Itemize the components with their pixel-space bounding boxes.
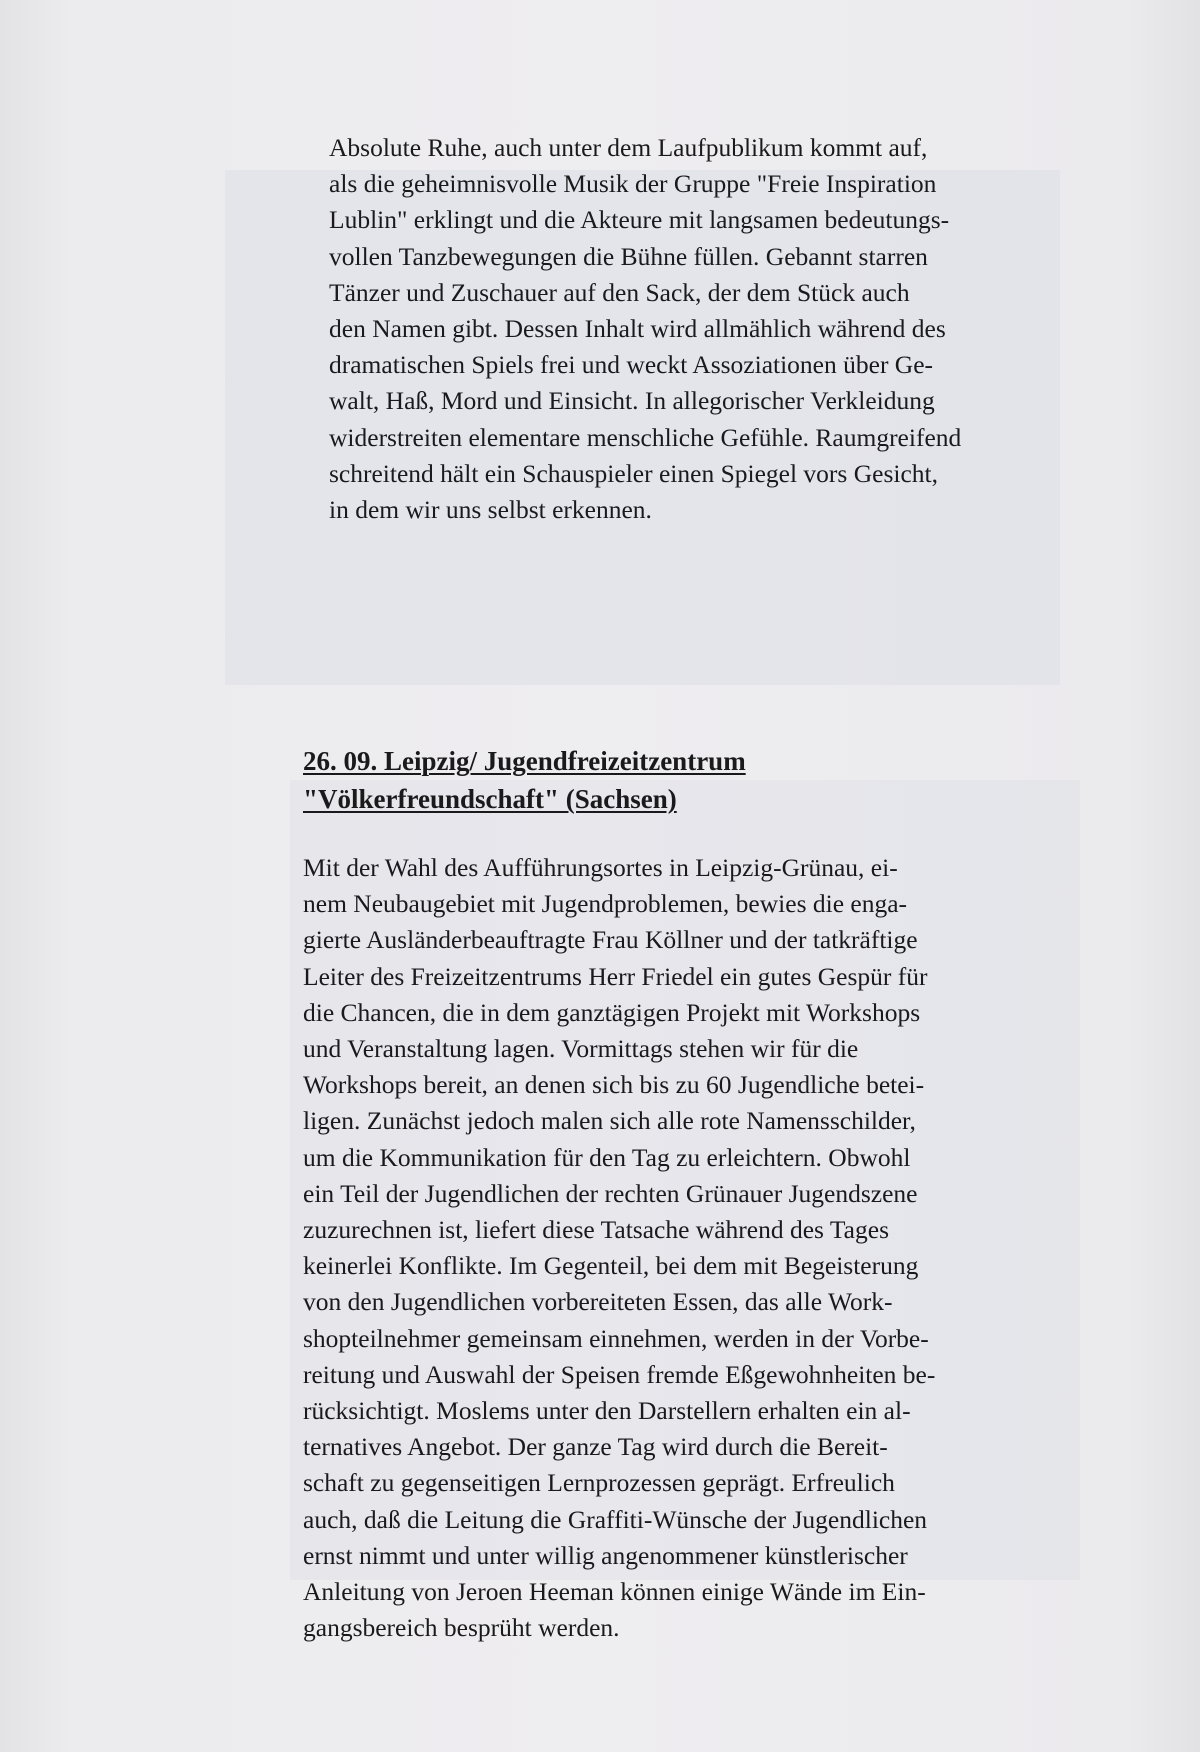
text-line: als die geheimnisvolle Musik der Gruppe "Freie Inspiration <box>329 169 937 199</box>
text-line: reitung und Auswahl der Speisen fremde Eßgewohnheiten be- <box>303 1359 936 1389</box>
text-line: gangsbereich besprüht werden. <box>303 1613 620 1643</box>
text-line: von den Jugendlichen vorbereiteten Essen, das alle Work- <box>303 1287 893 1317</box>
text-line: Tänzer und Zuschauer auf den Sack, der dem Stück auch <box>329 277 910 307</box>
text-line: ligen. Zunächst jedoch malen sich alle rote Namensschilder, <box>303 1106 916 1136</box>
text-line: schaft zu gegenseitigen Lernprozessen geprägt. Erfreulich <box>303 1468 895 1498</box>
text-line: um die Kommunikation für den Tag zu erleichtern. Obwohl <box>303 1142 911 1172</box>
text-line: den Namen gibt. Dessen Inhalt wird allmählich während des <box>329 314 946 344</box>
heading-line: "Völkerfreundschaft" (Sachsen) <box>303 784 677 814</box>
text-line: schreitend hält ein Schauspieler einen Spiegel vors Gesicht, <box>329 458 938 488</box>
text-line: Leiter des Freizeitzentrums Herr Friedel ein gutes Gespür für <box>303 961 928 991</box>
text-line: rücksichtigt. Moslems unter den Darstellern erhalten ein al- <box>303 1396 911 1426</box>
text-line: keinerlei Konflikte. Im Gegenteil, bei dem mit Begeisterung <box>303 1251 919 1281</box>
text-line: gierte Ausländerbeauftragte Frau Köllner und der tatkräftige <box>303 925 918 955</box>
text-line: dramatischen Spiels frei und weckt Assoziationen über Ge- <box>329 350 934 380</box>
text-line: in dem wir uns selbst erkennen. <box>329 495 652 525</box>
heading-line: 26. 09. Leipzig/ Jugendfreizeitzentrum <box>303 746 746 776</box>
text-line: die Chancen, die in dem ganztägigen Projekt mit Workshops <box>303 997 921 1027</box>
text-line: shopteilnehmer gemeinsam einnehmen, werden in der Vorbe- <box>303 1323 929 1353</box>
text-line: nem Neubaugebiet mit Jugendproblemen, bewies die enga- <box>303 889 908 919</box>
text-line: Absolute Ruhe, auch unter dem Laufpublikum kommt auf, <box>329 133 928 162</box>
text-line: Anleitung von Jeroen Heeman können einige Wände im Ein- <box>303 1577 926 1607</box>
paragraph-leipzig-report <box>303 850 1073 1646</box>
text-line: ernst nimmt und unter willig angenommener künstlerischer <box>303 1540 908 1570</box>
text-line: ternatives Angebot. Der ganze Tag wird durch die Bereit- <box>303 1432 888 1462</box>
text-line: vollen Tanzbewegungen die Bühne füllen. Gebannt starren <box>329 241 928 271</box>
text-line: widerstreiten elementare menschliche Gefühle. Raumgreifend <box>329 422 962 452</box>
text-line: auch, daß die Leitung die Graffiti-Wünsche der Jugendlichen <box>303 1504 928 1534</box>
text-line: ein Teil der Jugendlichen der rechten Grünauer Jugendszene <box>303 1178 918 1208</box>
text-line: Mit der Wahl des Aufführungsortes in Leipzig-Grünau, ei- <box>303 853 898 882</box>
text-line: und Veranstaltung lagen. Vormittags stehen wir für die <box>303 1034 859 1064</box>
text-line: zuzurechnen ist, liefert diese Tatsache während des Tages <box>303 1215 889 1245</box>
section-heading-leipzig <box>303 742 1073 818</box>
paragraph-performance-description <box>303 130 1073 528</box>
text-line: Lublin" erklingt und die Akteure mit langsamen bedeutungs- <box>329 205 950 235</box>
text-line: Workshops bereit, an denen sich bis zu 60 Jugendliche betei- <box>303 1070 925 1100</box>
text-line: walt, Haß, Mord und Einsicht. In allegorischer Verkleidung <box>329 386 935 416</box>
